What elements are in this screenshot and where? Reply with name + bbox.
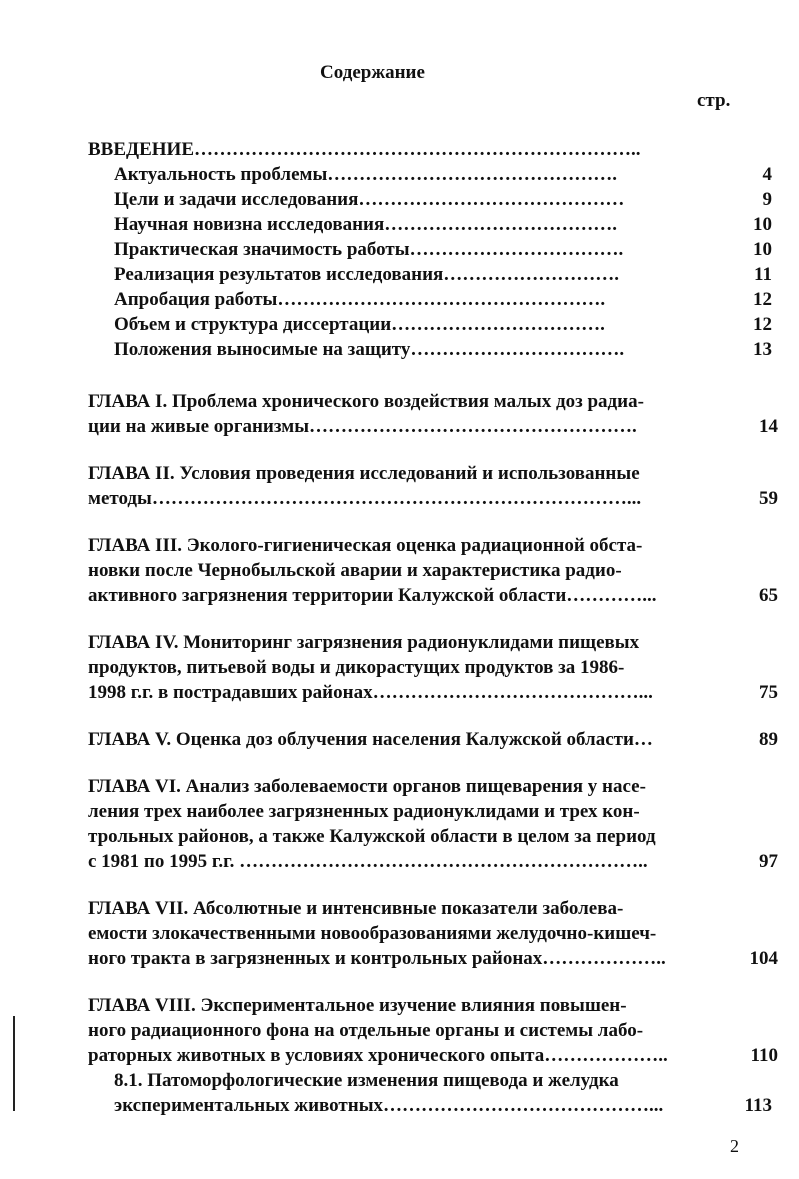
toc-intro-item [88, 262, 778, 287]
toc-page-number: 10 [753, 239, 772, 260]
toc-page-number: 110 [750, 1045, 778, 1066]
table-of-contents [88, 137, 778, 1118]
toc-chapter [88, 630, 778, 705]
toc-entry-label: Актуальность проблемы………………………………………. [114, 164, 618, 185]
toc-intro-item [88, 312, 778, 337]
toc-entry-label: Цели и задачи исследования…………………………………… [114, 189, 625, 210]
toc-intro-item [88, 237, 778, 262]
toc-entry-line: ного радиационного фона на отдельные органы и системы лабо- [88, 1020, 644, 1041]
toc-entry-label: Объем и структура диссертации……………………………. [114, 314, 605, 335]
toc-entry-line: емости злокачественными новообразованиями желудочно-кишеч- [88, 923, 657, 944]
margin-line [13, 1016, 15, 1111]
toc-intro-item [88, 337, 778, 362]
toc-entry-line: с 1981 по 1995 г.г. ……………………………………………………….. [88, 851, 648, 872]
toc-chapter [88, 774, 778, 874]
toc-chapter [88, 461, 778, 511]
toc-entry-line: ции на живые организмы……………………………………………. [88, 416, 637, 437]
toc-page-number: 97 [759, 851, 778, 872]
toc-entry-label: Научная новизна исследования………………………………. [114, 214, 617, 235]
toc-intro-item [88, 162, 778, 187]
toc-entry-line: ГЛАВА IV. Мониторинг загрязнения радионуклидами пищевых [88, 632, 640, 653]
toc-page-number: 89 [759, 729, 778, 750]
toc-entry-line: новки после Чернобыльской аварии и характеристика радио- [88, 560, 622, 581]
toc-entry-label: Апробация работы……………………………………………. [114, 289, 606, 310]
toc-entry-line: ГЛАВА VIII. Экспериментальное изучение влияния повышен- [88, 995, 627, 1016]
toc-entry-line: ГЛАВА II. Условия проведения исследований и использованные [88, 463, 640, 484]
toc-page-number: 12 [753, 314, 772, 335]
toc-chapter [88, 993, 778, 1068]
page-title: Содержание [320, 62, 425, 83]
toc-entry-line: экспериментальных животных……………………………………... [114, 1095, 664, 1116]
toc-entry-line: ного тракта в загрязненных и контрольных районах……………….. [88, 948, 666, 969]
toc-entry-line: продуктов, питьевой воды и дикорастущих продуктов за 1986- [88, 657, 625, 678]
toc-entry-line: ГЛАВА VI. Анализ заболеваемости органов пищеварения у насе- [88, 776, 646, 797]
toc-intro-item [88, 212, 778, 237]
toc-entry-line: ГЛАВА VII. Абсолютные и интенсивные показатели заболева- [88, 898, 624, 919]
toc-page-number: 13 [753, 339, 772, 360]
toc-page-number: 59 [759, 488, 778, 509]
toc-entry-label: Положения выносимые на защиту……………………………. [114, 339, 625, 360]
toc-page-number: 4 [762, 164, 772, 185]
toc-intro-item [88, 187, 778, 212]
toc-page-number: 75 [759, 682, 778, 703]
toc-entry-line: ГЛАВА III. Эколого-гигиеническая оценка радиационной обста- [88, 535, 643, 556]
toc-entry-line: раторных животных в условиях хронического опыта……………….. [88, 1045, 668, 1066]
toc-entry-label: Реализация результатов исследования………………………. [114, 264, 620, 285]
toc-page-number: 14 [759, 416, 778, 437]
toc-chapter [88, 533, 778, 608]
toc-entry-line: ГЛАВА I. Проблема хронического воздействия малых доз радиа- [88, 391, 644, 412]
page-number: 2 [730, 1136, 739, 1156]
toc-page-number: 104 [749, 948, 778, 969]
toc-chapter [88, 389, 778, 439]
toc-entry-line: методы…………………………………………………………………... [88, 488, 642, 509]
toc-page-number: 113 [744, 1095, 772, 1116]
page-column-label: стр. [697, 90, 731, 111]
toc-entry-line: ления трех наиболее загрязненных радионуклидами и трех кон- [88, 801, 640, 822]
toc-intro-heading: ВВЕДЕНИЕ…………………………………………………………….. [88, 139, 641, 160]
toc-entry-line: активного загрязнения территории Калужской области…………... [88, 585, 657, 606]
toc-page-number: 11 [754, 264, 772, 285]
toc-page-number: 65 [759, 585, 778, 606]
toc-page-number: 12 [753, 289, 772, 310]
toc-chapter [88, 727, 778, 752]
toc-entry-line: трольных районов, а также Калужской области в целом за период [88, 826, 656, 847]
toc-entry-line: 1998 г.г. в пострадавших районах……………………………………... [88, 682, 653, 703]
toc-chapter [88, 896, 778, 971]
toc-entry-label: Практическая значимость работы……………………………. [114, 239, 624, 260]
toc-entry-line: ГЛАВА V. Оценка доз облучения населения Калужской области… [88, 729, 653, 750]
toc-page-number: 9 [762, 189, 772, 210]
toc-page-number: 10 [753, 214, 772, 235]
toc-entry-line: 8.1. Патоморфологические изменения пищевода и желудка [114, 1070, 619, 1091]
toc-intro-item [88, 287, 778, 312]
toc-subsection [88, 1068, 778, 1118]
